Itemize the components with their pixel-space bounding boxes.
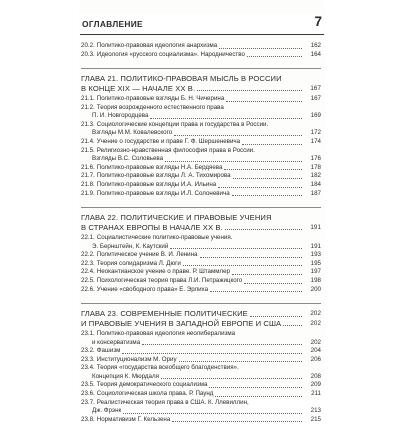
entry-page-number: 211 — [311, 390, 321, 398]
entry-number: 22.5. — [81, 276, 95, 284]
entry-page-number: 178 — [310, 163, 321, 171]
dot-leader — [200, 257, 303, 258]
entry-title: Политико-правовые взгляды Б. Н. Чичерина — [96, 95, 225, 102]
entry-title: Политико-правовая идеология анархизма — [96, 42, 218, 49]
dot-leader — [165, 161, 302, 162]
chapter-title-part2: В КОНЦЕ XIX — НАЧАЛЕ XX В. — [81, 83, 196, 93]
header-title: ОГЛАВЛЕНИЕ — [82, 19, 143, 29]
entry-number: 23.3. — [81, 355, 95, 363]
entry-number: 20.3. — [81, 50, 95, 58]
entry-title-continuation: Э. Бернштейн, К. Каутский — [92, 242, 169, 250]
toc-entry[interactable] — [81, 42, 321, 51]
dot-leader — [215, 396, 302, 397]
dot-leader — [283, 325, 302, 326]
entry-title: Неокантианское учение о праве. Р. Штаммлер — [96, 268, 230, 276]
toc-entry-continuation[interactable] — [81, 112, 321, 121]
toc-entry[interactable] — [81, 260, 321, 269]
entry-page-number: 176 — [310, 155, 321, 163]
entry-number: 23.6. — [81, 390, 95, 398]
toc-entry-continuation[interactable] — [81, 373, 321, 382]
entry-number: 21.9. — [81, 189, 95, 197]
entry-page-number: 187 — [310, 189, 321, 197]
toc-entry[interactable] — [81, 381, 321, 390]
book-page — [80, 0, 324, 423]
chapter-title-part2: И ПРАВОВЫЕ УЧЕНИЯ В ЗАПАДНОЙ ЕВРОПЕ И США — [81, 318, 282, 328]
toc-entry[interactable] — [81, 364, 321, 373]
toc-entry-continuation[interactable] — [81, 339, 321, 348]
entry-title: Институционализм М. Ориу — [96, 355, 177, 363]
entry-title: Социологические концепции права и государства в России. — [96, 120, 269, 128]
entry-number: 23.2. — [81, 347, 95, 355]
entry-page-number: 184 — [310, 180, 321, 188]
entry-page-number: 202 — [310, 338, 321, 346]
toc-chapter — [81, 303, 321, 424]
page-header — [80, 14, 324, 35]
entry-page-number: 182 — [310, 172, 321, 180]
entry-title: Учение «свободного права» Е. Эрлиха — [96, 285, 209, 293]
entry-title-continuation: Концепция К. Мюрдаля — [92, 372, 159, 380]
toc-entry[interactable] — [81, 181, 321, 190]
entry-title: Психологическая теория права Л.И. Петражицкого — [96, 276, 243, 284]
toc-entry[interactable] — [81, 251, 321, 260]
dot-leader — [250, 316, 302, 317]
entry-number: 21.3. — [81, 120, 95, 128]
entry-title: Политико-правовые взгляды Н.А. Бердяева — [96, 163, 223, 171]
toc-entry[interactable] — [81, 416, 321, 424]
entry-number: 21.7. — [81, 172, 95, 180]
toc-entry-continuation[interactable] — [81, 407, 321, 416]
entry-page-number: 193 — [310, 251, 321, 259]
entry-page-number: 200 — [310, 285, 321, 293]
dot-leader — [183, 265, 302, 266]
toc-entry[interactable] — [81, 330, 321, 339]
dot-leader — [161, 378, 302, 379]
entry-title: Политико-правовые взгляды И.А. Ильина — [96, 180, 217, 188]
dot-leader — [219, 48, 302, 49]
entry-page-number: 213 — [310, 407, 321, 415]
dot-leader — [179, 361, 302, 362]
entry-title: Теория солидаризма Л. Дюги — [96, 259, 181, 267]
entry-page-number: 195 — [310, 259, 321, 267]
entry-page-number: 174 — [310, 137, 321, 145]
chapter-heading-line2 — [81, 84, 321, 93]
entry-title: Религиозно-нравственная философия права в России. — [96, 146, 255, 154]
entry-page-number: 206 — [310, 355, 321, 363]
entry-title: Теория демократического социализма — [96, 381, 208, 389]
dot-leader — [170, 248, 302, 249]
toc-chapter — [81, 207, 321, 294]
toc-entry[interactable] — [81, 277, 321, 286]
entry-page-number: 191 — [310, 242, 321, 250]
dot-leader — [244, 283, 302, 284]
dot-leader — [224, 169, 302, 170]
entry-title: Теория «государства всеобщего благоденствия». — [96, 364, 239, 372]
table-of-contents — [81, 42, 321, 424]
toc-entry-continuation[interactable] — [81, 243, 321, 252]
entry-number: 22.1. — [81, 233, 95, 241]
entry-number: 22.3. — [81, 259, 95, 267]
entry-page-number: 172 — [310, 129, 321, 137]
dot-leader — [247, 56, 302, 57]
header-page-number: 7 — [314, 14, 322, 29]
entry-title: Социалистические политико-правовые учения. — [96, 233, 233, 241]
chapter-page-number: 202 — [310, 319, 321, 327]
dot-leader — [218, 187, 302, 188]
toc-entry[interactable] — [81, 104, 321, 113]
dot-leader — [226, 101, 302, 102]
entry-number: 23.5. — [81, 381, 95, 389]
entry-title: Нормативизм Г. Кельзена — [96, 415, 171, 423]
entry-title-continuation: Дж. Фрэнк — [92, 407, 122, 415]
entry-number: 23.1. — [81, 329, 95, 337]
entry-number: 21.4. — [81, 137, 95, 145]
entry-title-continuation: Взгляды В.С. Соловьева — [92, 155, 164, 163]
chapter-heading-line2 — [81, 319, 321, 328]
toc-chapter — [81, 68, 321, 198]
chapter-heading-line1 — [81, 309, 321, 318]
toc-entry[interactable] — [81, 356, 321, 365]
dot-leader — [209, 387, 302, 388]
entry-page-number: 198 — [310, 276, 321, 284]
entry-number: 21.6. — [81, 163, 95, 171]
toc-entry[interactable] — [81, 164, 321, 173]
entry-page-number: 209 — [310, 381, 321, 389]
toc-entry[interactable] — [81, 172, 321, 181]
entry-number: 22.4. — [81, 268, 95, 276]
dot-leader — [197, 90, 302, 91]
entry-number: 23.8. — [81, 415, 95, 423]
chapter-page-number: 191 — [310, 223, 321, 231]
entry-number: 23.7. — [81, 398, 95, 406]
chapter-title-part2: В СТРАНАХ ЕВРОПЫ В НАЧАЛЕ XX В. — [81, 222, 223, 232]
chapter-page-number: 202 — [310, 310, 321, 318]
entry-number: 22.6. — [81, 285, 95, 293]
toc-entry-continuation[interactable] — [81, 129, 321, 138]
toc-entry[interactable] — [81, 286, 321, 295]
entry-page-number: 167 — [310, 95, 321, 102]
entry-number: 21.1. — [81, 95, 95, 102]
entry-page-number: 164 — [310, 50, 321, 58]
dot-leader — [174, 135, 302, 136]
entry-title: Реалистическая теория права в США. К. Ллевиллин, — [96, 398, 249, 406]
dot-leader — [123, 413, 302, 414]
chapter-title-part1: ГЛАВА 22. ПОЛИТИЧЕСКИЕ И ПРАВОВЫЕ УЧЕНИЯ — [81, 213, 272, 223]
entry-number: 21.8. — [81, 180, 95, 188]
entry-title-continuation: П. И. Новгородцева — [92, 112, 149, 120]
entry-title: Политическое учение В. И. Ленина — [96, 251, 198, 259]
toc-entry[interactable] — [81, 138, 321, 147]
toc-entry[interactable] — [81, 51, 321, 60]
dot-leader — [122, 353, 302, 354]
toc-entry[interactable] — [81, 121, 321, 130]
chapter-heading-line2 — [81, 223, 321, 232]
toc-entry[interactable] — [81, 147, 321, 156]
entry-number: 22.2. — [81, 251, 95, 259]
chapter-title-part1: ГЛАВА 23. СОВРЕМЕННЫЕ ПОЛИТИЧЕСКИЕ — [81, 309, 248, 319]
toc-entry[interactable] — [81, 234, 321, 243]
toc-entry[interactable] — [81, 347, 321, 356]
entry-title: Социологическая школа права. Р. Паунд — [96, 390, 214, 398]
entry-page-number: 215 — [310, 415, 321, 423]
entry-page-number: 208 — [310, 372, 321, 380]
entry-number: 21.2. — [81, 103, 95, 111]
entry-title: Политико-правовые взгляды И.Л. Солоневича — [96, 189, 230, 197]
toc-entry[interactable] — [81, 268, 321, 277]
entry-title-continuation: Взгляды М.М. Ковалевского — [92, 129, 173, 137]
toc-entry[interactable] — [81, 390, 321, 399]
toc-entry[interactable] — [81, 95, 321, 104]
entry-number: 20.2. — [81, 42, 95, 49]
toc-entry-continuation[interactable] — [81, 155, 321, 164]
chapter-page-number: 167 — [310, 84, 321, 92]
dot-leader — [233, 178, 302, 179]
entry-page-number: 204 — [310, 347, 321, 355]
chapter-title-part1: ГЛАВА 21. ПОЛИТИКО-ПРАВОВАЯ МЫСЛЬ В РОССИИ — [81, 74, 282, 84]
dot-leader — [242, 144, 302, 145]
entry-page-number: 169 — [310, 112, 321, 120]
entry-page-number: 197 — [310, 268, 321, 276]
entry-page-number: 162 — [310, 42, 321, 49]
entry-title: Фашизм — [96, 347, 121, 355]
chapter-heading-line1 — [81, 213, 321, 222]
entry-title-continuation: и консерватизма — [92, 338, 141, 346]
dot-leader — [142, 344, 302, 345]
dot-leader — [210, 291, 302, 292]
entry-title: Политико-правовая идеология неолиберализма — [96, 329, 236, 337]
entry-title: Учение о государстве и праве Г. Ф. Шершеневича — [96, 137, 241, 145]
entry-number: 21.5. — [81, 146, 95, 154]
entry-title: Теория возрожденного естественного права — [96, 103, 224, 111]
dot-leader — [225, 229, 302, 230]
entry-title: Политико-правовые взгляды Л. А. Тихомирова — [96, 172, 231, 180]
dot-leader — [232, 274, 302, 275]
dot-leader — [172, 421, 302, 422]
chapter-heading-line1 — [81, 74, 321, 83]
dot-leader — [150, 118, 302, 119]
toc-entry[interactable] — [81, 190, 321, 199]
dot-leader — [232, 195, 302, 196]
toc-chapter — [81, 42, 321, 59]
entry-title: Идеология «русского социализма». Народничество — [96, 50, 245, 58]
entry-number: 23.4. — [81, 364, 95, 372]
